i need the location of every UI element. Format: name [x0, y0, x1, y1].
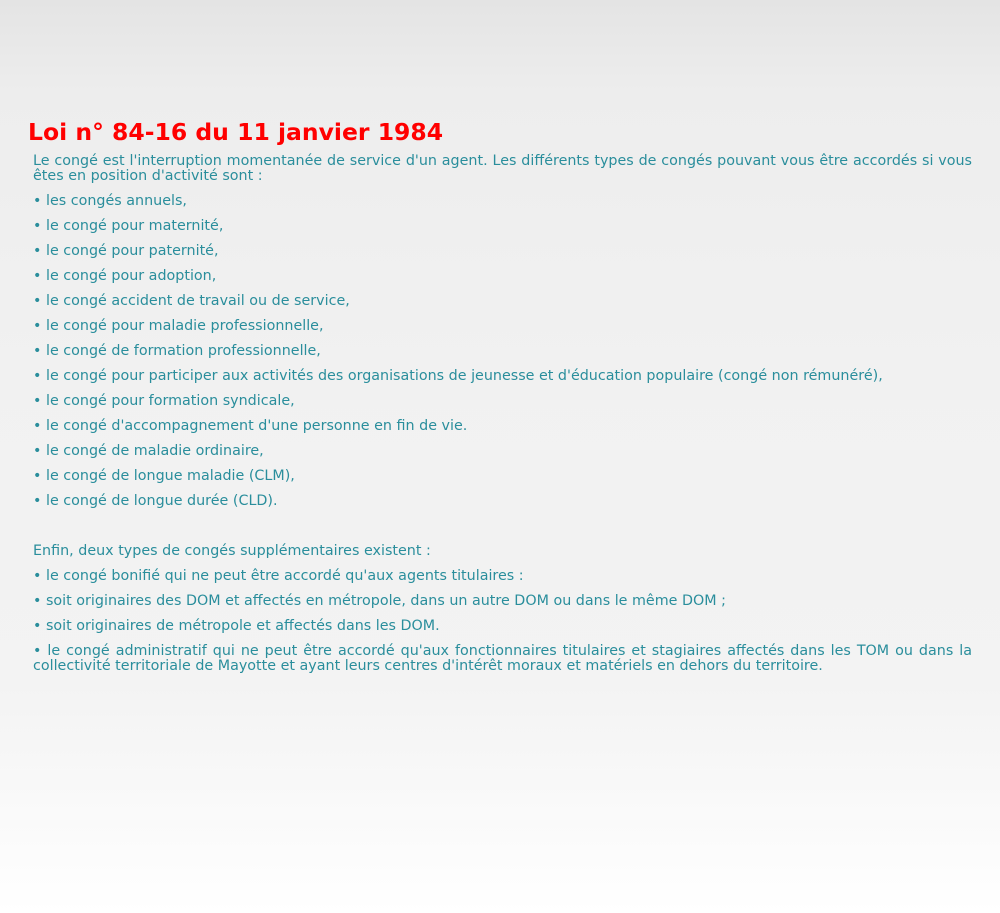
article-body	[33, 154, 972, 674]
list-item: • le congé administratif qui ne peut être accordé qu'aux fonctionnaires titulaires et stagiaires affectés dans les TOM ou dans la collectivité territoriale de Mayotte et ayant leurs centres d'intérêt moraux et matériels en dehors du territoire.	[33, 643, 972, 674]
list-item: • soit originaires de métropole et affectés dans les DOM.	[33, 618, 440, 634]
list-item: • le congé pour paternité,	[33, 243, 219, 259]
list-item: • le congé de longue durée (CLD).	[33, 493, 278, 509]
list-item: • le congé pour participer aux activités des organisations de jeunesse et d'éducation populaire (congé non rémunéré),	[33, 368, 883, 384]
extra-intro-paragraph: Enfin, deux types de congés supplémentaires existent :	[33, 543, 431, 559]
list-item: • le congé de maladie ordinaire,	[33, 443, 264, 459]
list-item: • les congés annuels,	[33, 193, 187, 209]
list-item: • le congé accident de travail ou de service,	[33, 293, 350, 309]
list-item: • le congé bonifié qui ne peut être accordé qu'aux agents titulaires :	[33, 568, 524, 584]
page-title: Loi n° 84-16 du 11 janvier 1984	[28, 118, 444, 146]
list-item: • le congé de longue maladie (CLM),	[33, 468, 295, 484]
section-spacer	[33, 519, 972, 544]
list-item: • le congé pour formation syndicale,	[33, 393, 295, 409]
article	[28, 116, 972, 684]
intro-paragraph: Le congé est l'interruption momentanée de service d'un agent. Les différents types de congés pouvant vous être accordés si vous êtes en position d'activité sont :	[33, 153, 972, 184]
list-item: • le congé d'accompagnement d'une personne en fin de vie.	[33, 418, 468, 434]
list-item: • le congé de formation professionnelle,	[33, 343, 321, 359]
list-item: • le congé pour adoption,	[33, 268, 217, 284]
list-item: • le congé pour maternité,	[33, 218, 224, 234]
list-item: • soit originaires des DOM et affectés en métropole, dans un autre DOM ou dans le même DOM ;	[33, 593, 726, 609]
list-item: • le congé pour maladie professionnelle,	[33, 318, 324, 334]
